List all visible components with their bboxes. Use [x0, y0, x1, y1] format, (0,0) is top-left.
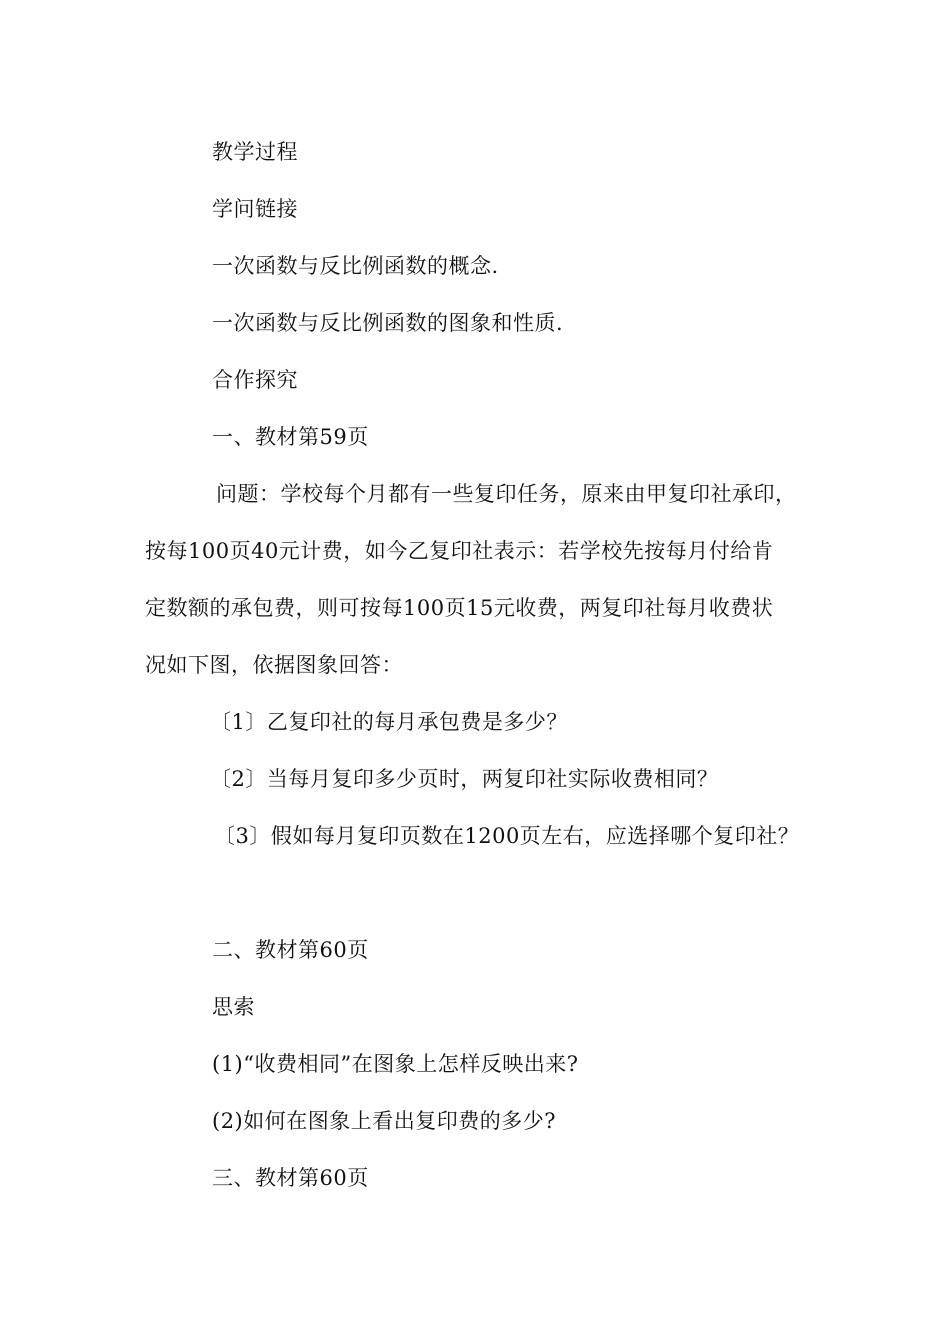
section-heading-3: 三、教材第60页 — [212, 1166, 369, 1190]
problem-text-line: 定数额的承包费，则可按每100页15元收费，两复印社每月收费状 — [145, 596, 774, 620]
problem-text-line: 按每100页40元计费，如今乙复印社表示：若学校先按每月付给肯 — [145, 539, 774, 563]
heading-think: 思索 — [212, 995, 255, 1019]
section-heading-1: 一、教材第59页 — [212, 425, 369, 449]
question-item-2: 〔2〕当每月复印多少页时，两复印社实际收费相同？ — [210, 767, 719, 791]
think-item-2: (2)如何在图象上看出复印费的多少? — [212, 1109, 557, 1133]
think-item-1: (1)“收费相同”在图象上怎样反映出来? — [212, 1052, 579, 1076]
text-line: 一次函数与反比例函数的图象和性质. — [212, 311, 564, 335]
heading-cooperative-inquiry: 合作探究 — [212, 368, 298, 392]
question-item-3: 〔3〕假如每月复印页数在1200页左右，应选择哪个复印社？ — [214, 824, 800, 848]
heading-knowledge-link: 学问链接 — [212, 197, 298, 221]
problem-text-line: 况如下图，依据图象回答： — [145, 653, 403, 677]
section-heading-2: 二、教材第60页 — [212, 938, 369, 962]
text-line: 一次函数与反比例函数的概念. — [212, 254, 499, 278]
heading-teaching-process: 教学过程 — [212, 140, 298, 164]
problem-text-line: 问题：学校每个月都有一些复印任务，原来由甲复印社承印， — [216, 482, 797, 506]
question-item-1: 〔1〕乙复印社的每月承包费是多少？ — [210, 710, 568, 734]
